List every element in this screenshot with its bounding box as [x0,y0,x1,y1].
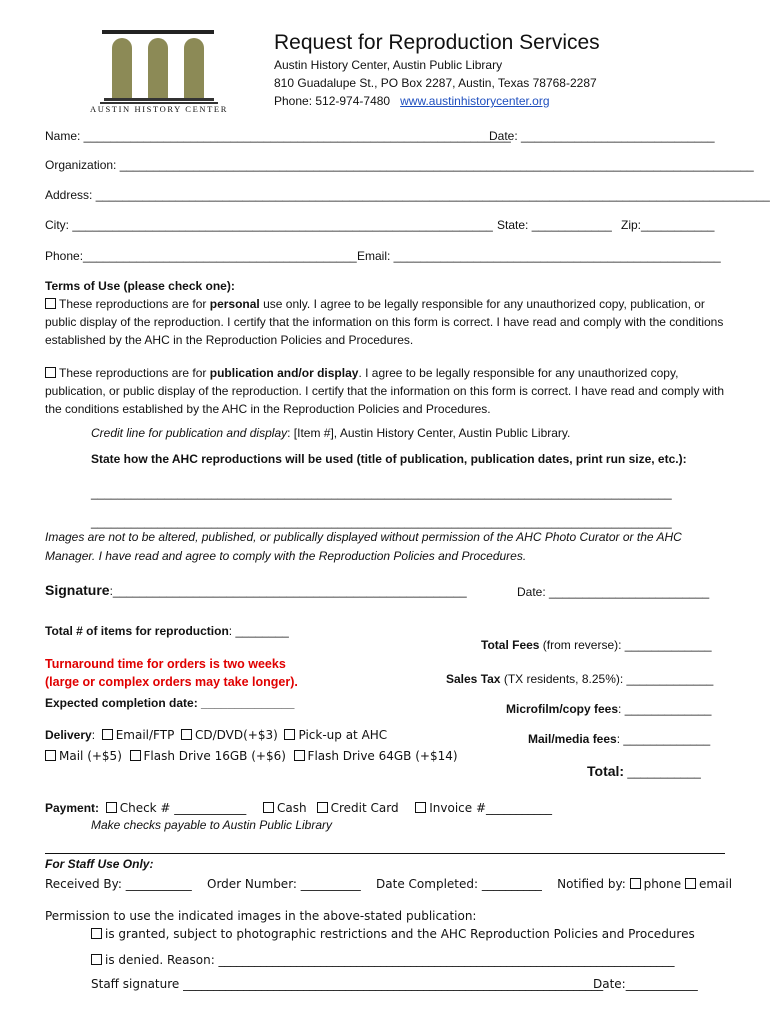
delivery-options-2: Mail (+$5) Flash Drive 16GB (+$6) Flash Drive 64GB (+$14) [45,749,458,763]
personal-checkbox[interactable] [45,298,56,309]
cd-dvd-checkbox[interactable] [181,729,192,740]
sales-tax-field[interactable]: Sales Tax (TX residents, 8.25%): _____________ [446,672,714,686]
denied-checkbox[interactable] [91,954,102,965]
pickup-checkbox[interactable] [284,729,295,740]
staff-date-field[interactable]: Date:____________ [593,977,698,991]
microfilm-fees-field[interactable]: Microfilm/copy fees: _____________ [506,702,712,716]
flash-16gb-checkbox[interactable] [130,750,141,761]
zip-field[interactable]: Zip:___________ [621,218,715,232]
total-items-field[interactable]: Total # of items for reproduction: ________ [45,624,289,638]
mail-checkbox[interactable] [45,750,56,761]
mail-media-fees-field[interactable]: Mail/media fees: _____________ [528,732,711,746]
staff-signature-field[interactable]: Staff signature ______________________________________________________________________ [91,977,604,991]
permission-statement: Permission to use the indicated images in the above-stated publication: [45,909,477,923]
delivery-options: Delivery: Email/FTP CD/DVD(+$3) Pick-up at AHC [45,728,388,742]
terms-heading: Terms of Use (please check one): [45,279,235,293]
granted-checkbox[interactable] [91,928,102,939]
state-how-heading: State how the AHC reproductions will be used (title of publication, publication dates, print run size, etc.): [91,452,687,466]
state-field[interactable]: State: ____________ [497,218,612,232]
email-field[interactable]: Email: _________________________________________________ [357,249,721,263]
date-completed-field[interactable]: Date Completed: __________ [376,877,542,891]
org-phone: Phone: 512-974-7480 [274,94,391,108]
terms-publication: These reproductions are for publication and/or display. I agree to be legally responsible for any unauthorized copy, publication, or public display of the reproduction. I certify that the information on this form is correct. I have read and comply with the conditions established by the AHC in the Reproduction Policies and Procedures. [45,366,725,416]
invoice-checkbox[interactable] [415,802,426,813]
check-checkbox[interactable] [106,802,117,813]
org-address: 810 Guadalupe St., PO Box 2287, Austin, Texas 78768-2287 [274,76,597,90]
order-number-field[interactable]: Order Number: __________ [207,877,361,891]
payable-note: Make checks payable to Austin Public Library [91,818,333,832]
logo-text: AUSTIN HISTORY CENTER [90,104,228,114]
notified-by-label: Notified by: [557,877,626,891]
signature-field[interactable]: Signature:_____________________________________________________ [45,582,467,598]
notified-phone-checkbox[interactable] [630,878,641,889]
org-name: Austin History Center, Austin Public Library [274,58,503,72]
staff-row: Received By: ___________ Order Number: __________ Date Completed: __________ Notified by: phone email [45,877,733,891]
notified-email-checkbox[interactable] [685,878,696,889]
expected-completion-field[interactable]: Expected completion date: ______________ [45,696,295,710]
credit-line: Credit line for publication and display: [Item #], Austin History Center, Austin Public Library. [91,426,571,440]
staff-heading: For Staff Use Only: [45,857,154,871]
address-field[interactable]: Address: _____________________________________________________________________________________________________ [45,188,770,202]
organization-field[interactable]: Organization: _______________________________________________________________________________________________ [45,158,754,172]
total-field[interactable]: Total: ___________ [587,763,701,779]
staff-divider [45,853,725,854]
total-fees-field[interactable]: Total Fees (from reverse): _____________ [481,638,712,652]
turnaround-notice-1: Turnaround time for orders is two weeks [45,657,286,671]
org-contact [274,94,550,108]
terms-personal: These reproductions are for personal use only. I agree to be legally responsible for any unauthorized copy, publication, or public display of the reproduction. I certify that the information on this form is correct. I have read and comply with the conditions established by the AHC in the Reproduction Policies and Procedures. [45,297,724,347]
credit-card-checkbox[interactable] [317,802,328,813]
phone-field[interactable]: Phone:_________________________________________ [45,249,357,263]
website-link[interactable]: www.austinhistorycenter.org [400,94,550,108]
page-title: Request for Reproduction Services [274,31,600,54]
city-field[interactable]: City: _______________________________________________________________ [45,218,493,232]
denied-option: is denied. Reason: ____________________________________________________________________________ [91,953,675,967]
usage-line-2[interactable]: _______________________________________________________________________________________ [91,515,672,529]
signature-date-field[interactable]: Date: ________________________ [517,585,710,599]
cash-checkbox[interactable] [263,802,274,813]
publication-checkbox[interactable] [45,367,56,378]
usage-line-1[interactable]: _______________________________________________________________________________________ [91,486,672,500]
payment-options: Payment: Check # ____________ Cash Credit Card Invoice #___________ [45,801,553,815]
alteration-warning: Images are not to be altered, published, or publically displayed without permission of the AHC Photo Curator or the AHC Manager. I have read and agree to comply with the Reproduction Policies and Procedures. [45,530,682,563]
email-ftp-checkbox[interactable] [102,729,113,740]
flash-64gb-checkbox[interactable] [294,750,305,761]
turnaround-notice-2: (large or complex orders may take longer). [45,675,298,689]
date-field[interactable]: Date: _____________________________ [489,129,715,143]
granted-option: is granted, subject to photographic restrictions and the AHC Reproduction Policies and Procedures [91,927,695,941]
received-by-field[interactable]: Received By: ___________ [45,877,192,891]
name-field[interactable]: Name: ________________________________________________________________ [45,129,511,143]
